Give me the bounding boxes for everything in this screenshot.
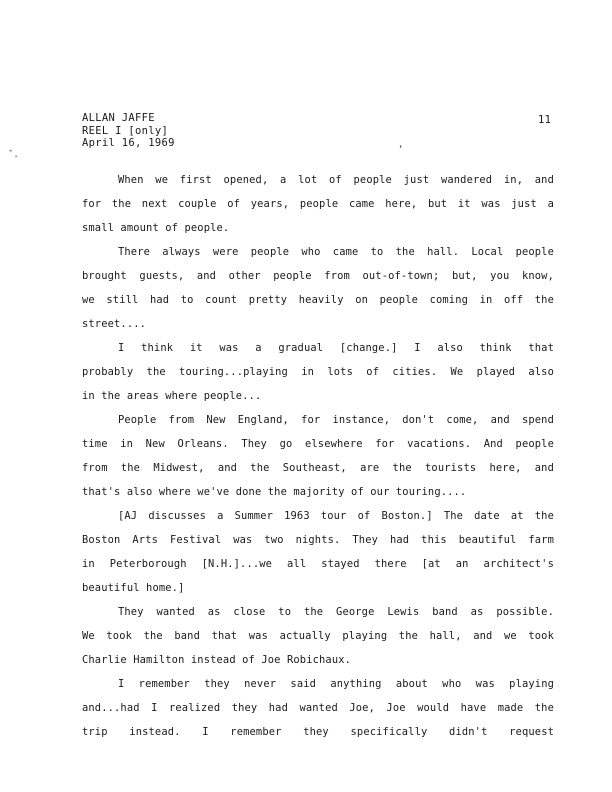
- text-line: small amount of people.: [82, 222, 230, 234]
- text-line: that's also where we've done the majority of our touring....: [82, 486, 467, 498]
- text-line: probably the touring...playing in lots of cities. We played also: [82, 366, 554, 378]
- text-line: brought guests, and other people from out-of-town; but, you know,: [82, 270, 554, 282]
- text-line: They wanted as close to the George Lewis band as possible.: [118, 606, 554, 618]
- text-line: Boston Arts Festival was two nights. They had this beautiful farm: [82, 534, 554, 546]
- scan-mark: ˇ.: [8, 150, 19, 160]
- text-line: I think it was a gradual [change.] I also think that: [118, 342, 554, 354]
- text-line: [AJ discusses a Summer 1963 tour of Boston.] The date at the: [118, 510, 554, 522]
- text-line: street....: [82, 318, 147, 330]
- text-line: trip instead. I remember they specifically didn't request: [82, 726, 554, 738]
- interviewee-name: ALLAN JAFFE: [82, 112, 155, 124]
- reel-label: REEL I [only]: [82, 124, 169, 137]
- text-line: I remember they never said anything about who was playing: [118, 678, 554, 690]
- text-line: When we first opened, a lot of people just wandered in, and: [118, 174, 554, 186]
- text-line: in the areas where people...: [82, 390, 262, 402]
- page-number: 11: [538, 114, 552, 126]
- text-line: We took the band that was actually playing the hall, and we took: [82, 630, 554, 642]
- text-line: for the next couple of years, people came here, but it was just a: [82, 198, 554, 210]
- text-line: from the Midwest, and the Southeast, are the tourists here, and: [82, 462, 554, 474]
- text-line: Charlie Hamilton instead of Joe Robichaux.: [82, 654, 352, 666]
- interview-date: April 16, 1969: [82, 137, 175, 149]
- text-line: and...had I realized they had wanted Joe, Joe would have made the: [82, 702, 554, 714]
- text-line: There always were people who came to the hall. Local people: [118, 246, 554, 258]
- text-line: we still had to count pretty heavily on people coming in off the: [82, 294, 554, 306]
- text-line: time in New Orleans. They go elsewhere for vacations. And people: [82, 438, 554, 450]
- text-line: People from New England, for instance, don't come, and spend: [118, 414, 554, 426]
- text-line: in Peterborough [N.H.]...we all stayed there [at an architect's: [82, 558, 554, 570]
- transcript-header: [82, 112, 175, 150]
- text-line: beautiful home.]: [82, 582, 185, 594]
- scan-mark: ,: [398, 140, 404, 150]
